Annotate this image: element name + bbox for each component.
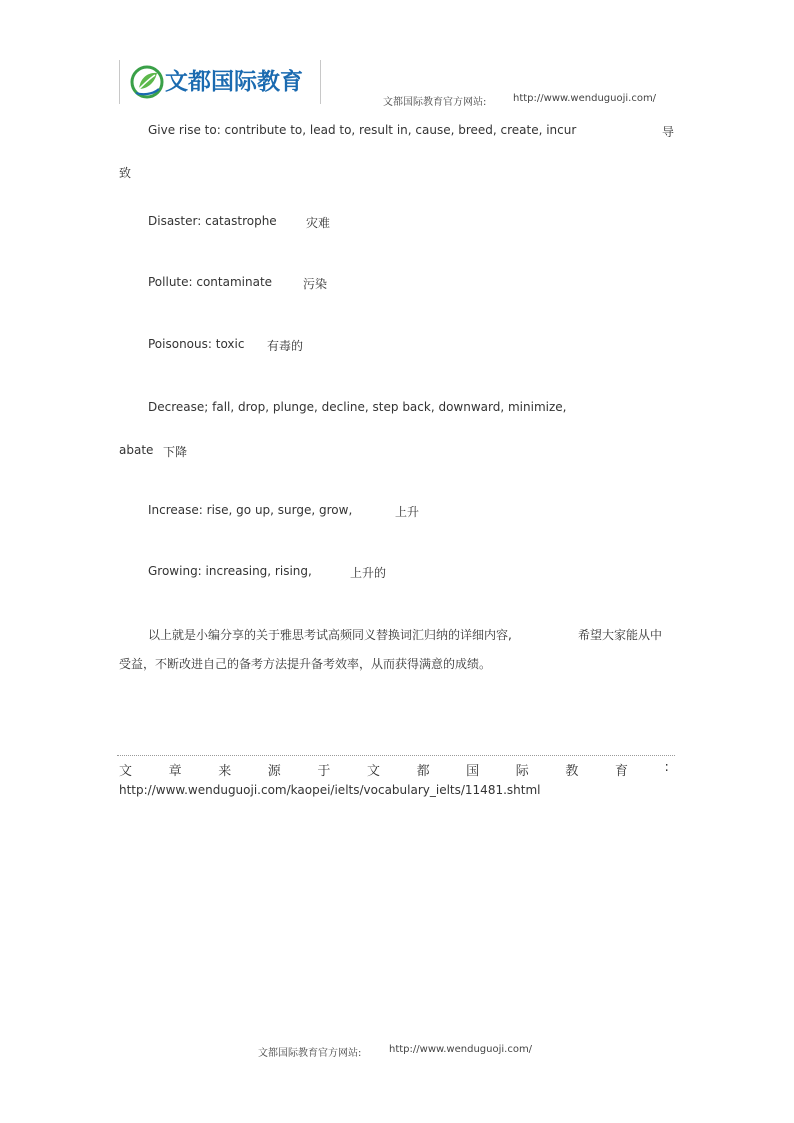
source-divider [117, 755, 675, 756]
header-site-url[interactable]: http://www.wenduguoji.com/ [513, 93, 657, 104]
give-rise-translation-part2: 致 [119, 166, 132, 180]
source-label-char: 文 [366, 764, 380, 779]
disaster-synonyms: Disaster: catastrophe [148, 214, 277, 228]
source-label-char: 文 [119, 764, 133, 779]
growing-translation: 上升的 [350, 566, 387, 580]
decrease-synonyms-line1: Decrease; fall, drop, plunge, decline, step back, downward, minimize, [148, 400, 567, 414]
source-label-char: 于 [317, 764, 331, 779]
decrease-translation: 下降 [163, 445, 188, 459]
poisonous-translation: 有毒的 [267, 339, 304, 353]
pollute-translation: 污染 [303, 277, 328, 291]
source-url[interactable]: http://www.wenduguoji.com/kaopei/ielts/vocabulary_ielts/11481.shtml [119, 783, 541, 797]
logo-text: 文都国际教育 [165, 69, 303, 95]
summary-line1-part2: 希望大家能从中 [578, 628, 663, 642]
give-rise-synonyms: Give rise to: contribute to, lead to, result in, cause, breed, create, incur [148, 123, 577, 137]
pollute-synonyms: Pollute: contaminate [148, 275, 273, 289]
source-label-char: 来 [218, 764, 232, 779]
source-label-char: 育 [614, 764, 628, 779]
footer-site-url[interactable]: http://www.wenduguoji.com/ [389, 1044, 533, 1055]
source-label-char: 都 [416, 764, 430, 779]
source-label-char: 际 [515, 764, 529, 779]
increase-translation: 上升 [395, 505, 420, 519]
increase-synonyms: Increase: rise, go up, surge, grow, [148, 503, 353, 517]
source-label [119, 760, 669, 779]
source-label-char: 教 [565, 764, 579, 779]
source-label-char: 章 [168, 764, 182, 779]
logo-leaf-icon [130, 65, 164, 99]
growing-synonyms: Growing: increasing, rising, [148, 564, 312, 578]
source-label-char: : [664, 760, 669, 775]
logo [119, 60, 321, 104]
header-site-label: 文都国际教育官方网站: [383, 97, 487, 108]
disaster-translation: 灾难 [306, 216, 331, 230]
give-rise-translation-part1: 导 [662, 125, 675, 139]
decrease-synonyms-line2: abate [119, 443, 154, 457]
summary-line1-part1: 以上就是小编分享的关于雅思考试高频同义替换词汇归纳的详细内容, [148, 628, 512, 642]
source-label-char: 源 [267, 764, 281, 779]
footer-site-label: 文都国际教育官方网站: [258, 1048, 362, 1059]
summary-line2: 受益，不断改进自己的备考方法提升备考效率，从而获得满意的成绩。 [119, 657, 492, 671]
source-label-char: 国 [466, 764, 480, 779]
poisonous-synonyms: Poisonous: toxic [148, 337, 245, 351]
